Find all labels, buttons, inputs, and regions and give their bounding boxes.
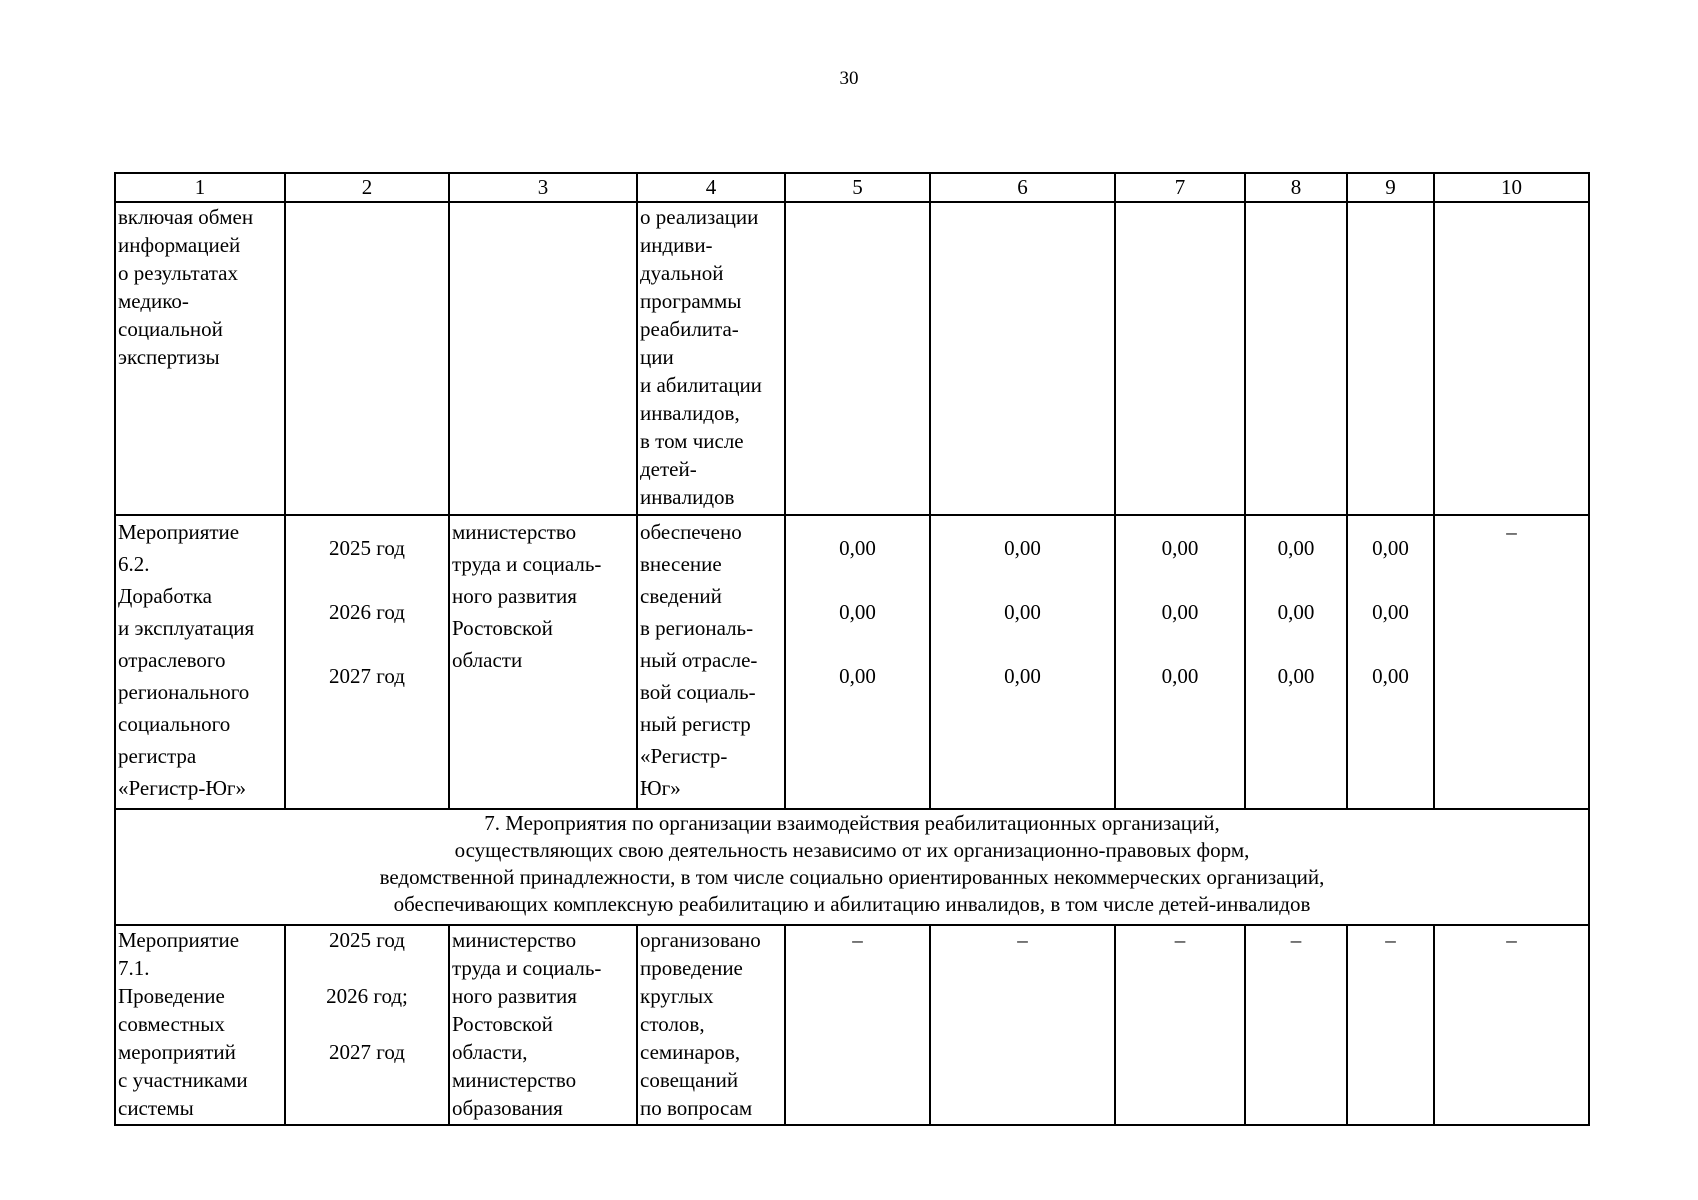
dash: – <box>852 928 863 952</box>
text-line: инвалидов <box>640 485 735 509</box>
text-line: внесение <box>640 552 722 576</box>
text-line: 7.1. <box>118 956 150 980</box>
text-line: и абилитации <box>640 373 762 397</box>
text-line: включая обмен <box>118 205 254 229</box>
text-line: Мероприятие <box>118 928 240 952</box>
text-line: труда и социаль- <box>452 956 602 980</box>
column-number: 3 <box>449 173 637 202</box>
note-cell <box>1434 515 1589 809</box>
empty-cell <box>1115 202 1245 515</box>
text-line: дуальной <box>640 261 724 285</box>
year-spacer <box>288 1010 446 1038</box>
dash: – <box>1017 928 1028 952</box>
empty-cell <box>285 202 449 515</box>
column-number: 8 <box>1245 173 1347 202</box>
text-line: области, <box>452 1040 528 1064</box>
heading-line: ведомственной принадлежности, в том числе социально ориентированных некоммерческих организаций, <box>379 865 1325 889</box>
activity-7-1-row <box>115 925 1589 1125</box>
text-line: Проведение <box>118 984 225 1008</box>
text-line: сведений <box>640 584 722 608</box>
heading-line: осуществляющих свою деятельность независимо от их организационно-правовых форм, <box>454 838 1250 862</box>
dash: – <box>1174 928 1186 952</box>
value-cell-col5 <box>785 925 930 1125</box>
empty-cell <box>1245 202 1347 515</box>
value-cell-col6 <box>930 925 1115 1125</box>
text-line: программы <box>640 289 742 313</box>
text-line: семинаров, <box>640 1040 741 1064</box>
value: 0,00 <box>1277 536 1315 560</box>
text-line: ный регистр <box>640 712 751 736</box>
text-line: организовано <box>640 928 761 952</box>
page-number: 30 <box>839 68 859 89</box>
text-line: образования <box>452 1096 563 1120</box>
text-line: обеспечено <box>640 520 742 544</box>
value: 0,00 <box>1277 600 1315 624</box>
continued-activity-cell <box>115 202 285 515</box>
text-line: Юг» <box>640 776 681 800</box>
text-line: информацией <box>118 233 241 257</box>
year-2025: 2025 год <box>329 928 405 952</box>
column-number: 1 <box>115 173 285 202</box>
value: 0,00 <box>839 600 876 624</box>
section-7-heading <box>115 809 1589 925</box>
value-cell-col8 <box>1245 925 1347 1125</box>
text-line: системы <box>118 1096 194 1120</box>
column-number-row <box>115 173 1589 202</box>
result-cell <box>637 515 785 809</box>
column-number: 4 <box>637 173 785 202</box>
continued-row <box>115 202 1589 515</box>
value-cell-col6 <box>930 515 1115 809</box>
text-line: Мероприятие <box>118 520 240 544</box>
dash: – <box>1385 928 1396 952</box>
text-line: Ростовской <box>452 616 553 640</box>
result-cell <box>637 925 785 1125</box>
value: 0,00 <box>1004 536 1041 560</box>
dash: – <box>1506 520 1517 544</box>
text-line: ный отрасле- <box>640 648 758 672</box>
text-line: труда и социаль- <box>452 552 602 576</box>
value: 0,00 <box>1161 536 1199 560</box>
executor-cell <box>449 925 637 1125</box>
column-number: 2 <box>285 173 449 202</box>
empty-cell <box>785 202 930 515</box>
column-number: 10 <box>1434 173 1589 202</box>
text-line: регионального <box>118 680 250 704</box>
text-line: с участниками <box>118 1068 248 1092</box>
value-cell-col7 <box>1115 515 1245 809</box>
text-line: круглых <box>640 984 714 1008</box>
column-number: 6 <box>930 173 1115 202</box>
value-cell-col5 <box>785 515 930 809</box>
text-line: социального <box>118 712 231 736</box>
continued-result-cell <box>637 202 785 515</box>
year-spacer <box>288 954 446 982</box>
value-cell-col9 <box>1347 925 1434 1125</box>
value: 0,00 <box>1372 664 1409 688</box>
value-cell-col7 <box>1115 925 1245 1125</box>
empty-cell <box>1434 202 1589 515</box>
year-2027: 2027 год <box>329 1040 405 1064</box>
text-line: министерство <box>452 1068 577 1092</box>
activity-name-cell <box>115 925 285 1125</box>
value: 0,00 <box>1161 600 1199 624</box>
value: 0,00 <box>1277 664 1315 688</box>
text-line: Доработка <box>118 584 212 608</box>
heading-line: обеспечивающих комплексную реабилитацию и абилитацию инвалидов, в том числе детей-инвалидов <box>393 892 1311 916</box>
value: 0,00 <box>1372 536 1409 560</box>
column-number: 7 <box>1115 173 1245 202</box>
year-cell <box>285 515 449 809</box>
dash: – <box>1290 928 1302 952</box>
text-line: ного развития <box>452 984 577 1008</box>
text-line: проведение <box>640 956 743 980</box>
text-line: министерство <box>452 520 577 544</box>
value: 0,00 <box>1004 664 1041 688</box>
column-number: 5 <box>785 173 930 202</box>
activity-name-cell <box>115 515 285 809</box>
year-2026: 2026 год <box>329 600 405 624</box>
column-number: 9 <box>1347 173 1434 202</box>
text-line: медико- <box>118 289 189 313</box>
year-cell <box>285 925 449 1125</box>
text-line: области <box>452 648 523 672</box>
text-line: и эксплуатация <box>118 616 255 640</box>
text-line: совещаний <box>640 1068 739 1092</box>
activity-6-2-row <box>115 515 1589 809</box>
value: 0,00 <box>1372 600 1409 624</box>
value: 0,00 <box>1004 600 1041 624</box>
value: 0,00 <box>1161 664 1199 688</box>
text-line: 6.2. <box>118 552 150 576</box>
text-line: экспертизы <box>118 345 220 369</box>
text-line: отраслевого <box>118 648 226 672</box>
year-2025: 2025 год <box>329 536 405 560</box>
empty-cell <box>1347 202 1434 515</box>
text-line: министерство <box>452 928 577 952</box>
program-table <box>114 172 1590 1126</box>
text-line: столов, <box>640 1012 705 1036</box>
text-line: о реализации <box>640 205 759 229</box>
value-cell-col9 <box>1347 515 1434 809</box>
value-cell-col8 <box>1245 515 1347 809</box>
text-line: детей- <box>640 457 697 481</box>
value: 0,00 <box>839 536 876 560</box>
empty-cell <box>930 202 1115 515</box>
text-line: совместных <box>118 1012 225 1036</box>
year-2026: 2026 год; <box>326 984 408 1008</box>
text-line: ного развития <box>452 584 577 608</box>
empty-cell <box>449 202 637 515</box>
text-line: «Регистр- <box>640 744 728 768</box>
value: 0,00 <box>839 664 876 688</box>
text-line: в том числе <box>640 429 744 453</box>
text-line: ции <box>640 345 674 369</box>
text-line: Ростовской <box>452 1012 553 1036</box>
text-line: по вопросам <box>640 1096 753 1120</box>
text-line: в региональ- <box>640 616 754 640</box>
text-line: социальной <box>118 317 223 341</box>
year-2027: 2027 год <box>329 664 405 688</box>
heading-line: 7. Мероприятия по организации взаимодействия реабилитационных организаций, <box>484 811 1220 835</box>
text-line: реабилита- <box>640 317 739 341</box>
text-line: о результатах <box>118 261 238 285</box>
dash: – <box>1506 928 1517 952</box>
text-line: мероприятий <box>118 1040 236 1064</box>
note-cell <box>1434 925 1589 1125</box>
text-line: индиви- <box>640 233 713 257</box>
text-line: «Регистр-Юг» <box>118 776 247 800</box>
text-line: регистра <box>118 744 197 768</box>
text-line: вой социаль- <box>640 680 756 704</box>
text-line: инвалидов, <box>640 401 740 425</box>
executor-cell <box>449 515 637 809</box>
section-7-heading-row <box>115 809 1589 925</box>
